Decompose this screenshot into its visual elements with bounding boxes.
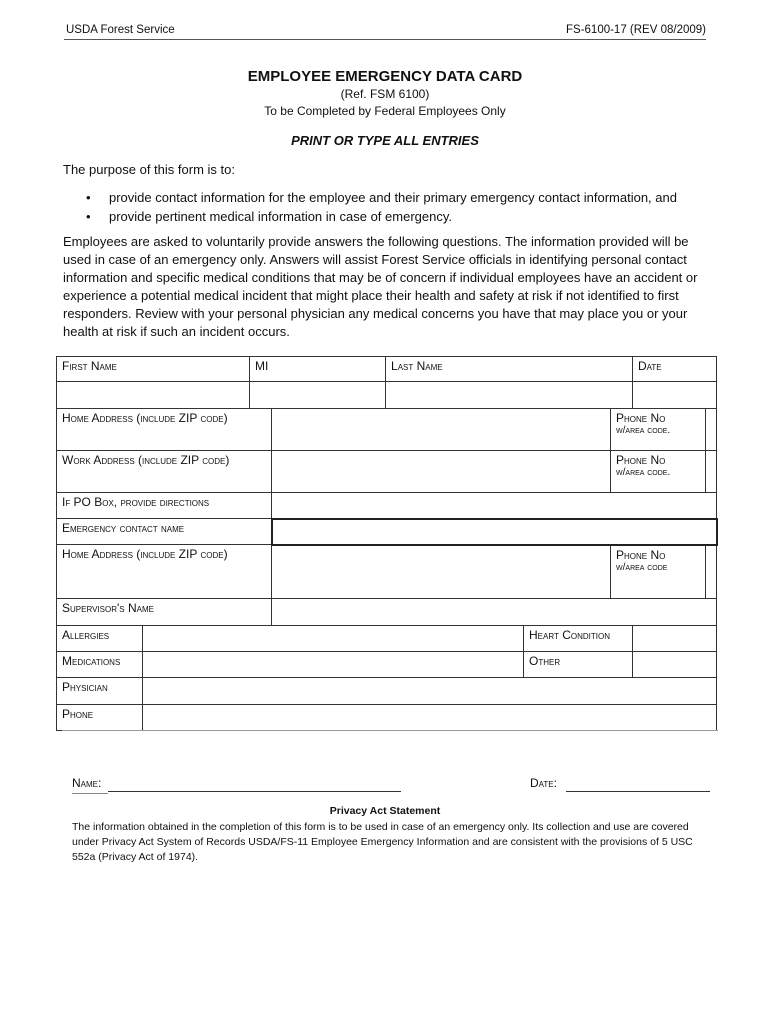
ec-phone-field[interactable] bbox=[706, 546, 716, 598]
work-phone-field[interactable] bbox=[706, 451, 716, 492]
print-instruction: PRINT OR TYPE ALL ENTRIES bbox=[291, 133, 479, 148]
po-box-label: If PO Box, provide directions bbox=[57, 493, 272, 519]
signature-name-field[interactable] bbox=[108, 791, 401, 792]
form-title: EMPLOYEE EMERGENCY DATA CARD bbox=[247, 68, 523, 85]
ec-phone-label: Phone No w/area code bbox=[611, 546, 706, 598]
po-box-field[interactable] bbox=[272, 493, 717, 519]
last-name-field[interactable] bbox=[386, 382, 633, 409]
emergency-contact-field[interactable] bbox=[272, 519, 717, 545]
allergies-field[interactable] bbox=[143, 625, 524, 651]
signature-date-field[interactable] bbox=[566, 791, 710, 792]
heart-condition-label: Heart Condition bbox=[524, 625, 633, 651]
heart-condition-field[interactable] bbox=[633, 625, 717, 651]
supervisor-label: Supervisor's Name bbox=[57, 598, 272, 625]
first-name-label: First Name bbox=[57, 357, 250, 382]
purpose-item bbox=[86, 188, 677, 207]
purpose-list bbox=[86, 188, 677, 226]
phone-label: Phone bbox=[57, 704, 143, 730]
mi-label: MI bbox=[250, 357, 386, 382]
table-bottom-rule bbox=[62, 730, 718, 731]
purpose-item-text: provide pertinent medical information in case of emergency. bbox=[109, 209, 452, 224]
form-number: FS-6100-17 (REV 08/2009) bbox=[566, 24, 706, 36]
ec-home-address-field[interactable] bbox=[272, 545, 611, 599]
intro-paragraph: Employees are asked to voluntarily provide answers the following questions. The information provided will be used in case of an emergency only. Answers will assist Forest Service officials in identifying personal contact information and specific medical conditions that may be of concern if individual employees have an accident or experience a potential medical incident that might place their health and safety at risk if not identified to first responders. Review with your personal physician any medical concerns you have that may place you or your health at risk if such an incident occurs. bbox=[63, 234, 698, 339]
bullet-icon: • bbox=[86, 190, 91, 205]
form-reference: (Ref. FSM 6100) bbox=[340, 87, 430, 101]
mi-field[interactable] bbox=[250, 382, 386, 409]
other-field[interactable] bbox=[633, 651, 717, 677]
other-label: Other bbox=[524, 651, 633, 677]
bullet-icon: • bbox=[86, 209, 91, 224]
first-name-field[interactable] bbox=[57, 382, 250, 409]
signature-name-label: Name: bbox=[72, 776, 102, 790]
allergies-label: Allergies bbox=[57, 625, 143, 651]
work-phone-label: Phone No w/area code. bbox=[611, 451, 706, 492]
agency-name: USDA Forest Service bbox=[66, 24, 175, 36]
home-phone-label: Phone No w/area code. bbox=[611, 409, 706, 450]
physician-phone-field[interactable] bbox=[143, 704, 717, 730]
signature-rule bbox=[72, 793, 108, 794]
purpose-intro: The purpose of this form is to: bbox=[63, 162, 235, 177]
work-address-field[interactable] bbox=[272, 451, 611, 493]
purpose-item bbox=[86, 207, 677, 226]
physician-label: Physician bbox=[57, 677, 143, 704]
physician-field[interactable] bbox=[143, 677, 717, 704]
home-phone-field[interactable] bbox=[706, 409, 716, 450]
home-address-field[interactable] bbox=[272, 409, 611, 451]
home-address-label: Home Address (include ZIP code) bbox=[57, 409, 272, 451]
ec-home-address-label: Home Address (include ZIP code) bbox=[57, 545, 272, 599]
form-subtitle: To be Completed by Federal Employees Only bbox=[264, 104, 506, 118]
privacy-statement: The information obtained in the completion of this form is to be used in case of an emergency only. Its collection and use are covered under Privacy Act System of Records USDA/FS-11 Employee Emergency Information and are consistent with the provisions of 5 USC 552a (Privacy Act of 1974). bbox=[72, 821, 693, 863]
privacy-heading: Privacy Act Statement bbox=[329, 805, 441, 817]
emergency-contact-label: Emergency contact name bbox=[57, 519, 272, 545]
purpose-item-text: provide contact information for the employee and their primary emergency contact information, and bbox=[109, 190, 677, 205]
signature-date-label: Date: bbox=[530, 776, 557, 790]
supervisor-field[interactable] bbox=[272, 598, 717, 625]
work-address-label: Work Address (include ZIP code) bbox=[57, 451, 272, 493]
emergency-data-form bbox=[56, 356, 718, 731]
medications-field[interactable] bbox=[143, 651, 524, 677]
date-label: Date bbox=[633, 357, 717, 382]
medications-label: Medications bbox=[57, 651, 143, 677]
header-rule bbox=[64, 39, 706, 40]
date-field[interactable] bbox=[633, 382, 717, 409]
last-name-label: Last Name bbox=[386, 357, 633, 382]
